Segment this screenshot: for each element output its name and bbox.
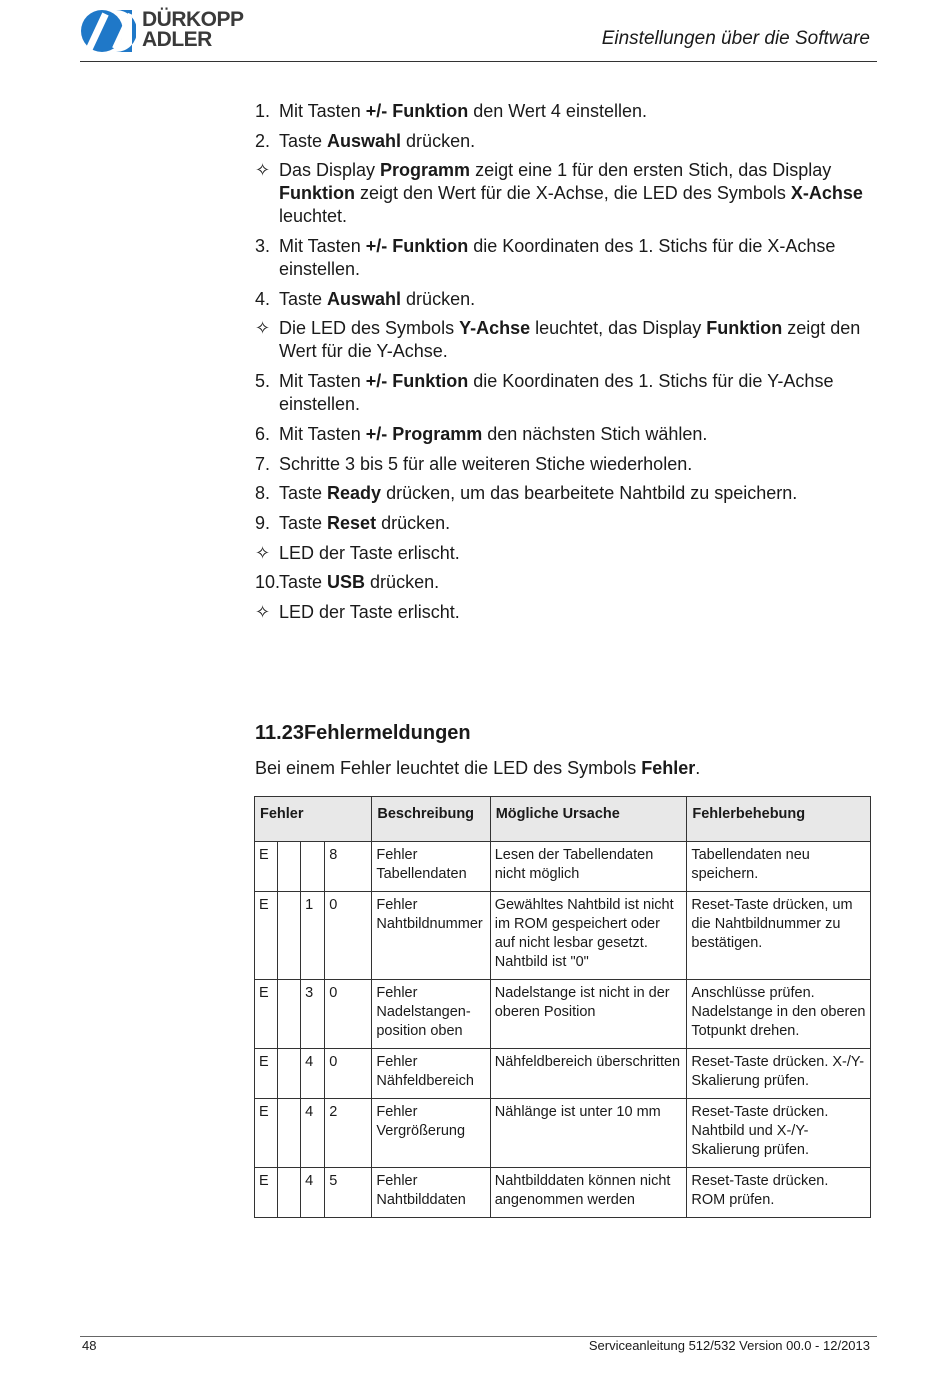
- step-text: Das Display: [279, 160, 381, 181]
- intro-text: Bei einem Fehler leuchtet die LED des Symbols: [255, 758, 642, 778]
- intro-suffix: .: [695, 758, 701, 778]
- section-intro: [255, 758, 700, 779]
- step-item: [255, 370, 875, 416]
- error-code-digit: 8: [325, 842, 372, 892]
- step-number: 4.: [255, 288, 271, 309]
- error-cause: Nähfeldbereich überschritten: [490, 1049, 687, 1099]
- intro-bold: Fehler: [641, 758, 696, 778]
- step-bold-text: Auswahl: [327, 288, 402, 309]
- header-divider: [80, 61, 877, 62]
- table-header-row: [255, 797, 871, 842]
- table-row: [255, 980, 871, 1049]
- error-code-digit: 4: [301, 1099, 325, 1168]
- header-fehler: Fehler: [255, 797, 372, 842]
- error-code-digit: 4: [301, 1049, 325, 1099]
- step-text: Mit Tasten: [279, 423, 366, 444]
- step-bold-text: Ready: [327, 483, 382, 504]
- step-text: LED der Taste erlischt.: [279, 542, 460, 563]
- table-row: [255, 1049, 871, 1099]
- header-beschreibung: Beschreibung: [372, 797, 490, 842]
- error-remedy: Reset-Taste drücken, um die Nahtbildnummer zu bestätigen.: [687, 892, 871, 980]
- step-number: 6.: [255, 423, 271, 444]
- error-code-digit: 0: [325, 1049, 372, 1099]
- step-bold-text: Programm: [380, 160, 471, 181]
- error-code-digit: 0: [325, 980, 372, 1049]
- step-text: zeigt eine 1 für den ersten Stich, das Display: [470, 160, 832, 181]
- error-code-digit: E: [255, 980, 278, 1049]
- error-code-digit: 2: [325, 1099, 372, 1168]
- table-row: [255, 1168, 871, 1218]
- error-description: Fehler Vergrößerung: [372, 1099, 490, 1168]
- step-item: [255, 235, 875, 281]
- step-number: 8.: [255, 483, 271, 504]
- error-cause: Nadelstange ist nicht in der oberen Position: [490, 980, 687, 1049]
- step-bold-text: USB: [327, 572, 366, 593]
- step-text: Schritte 3 bis 5 für alle weiteren Stiche wiederholen.: [279, 453, 693, 474]
- error-code-digit: [301, 842, 325, 892]
- logo-mark-icon: [80, 8, 136, 54]
- result-item: [255, 542, 875, 565]
- step-text: drücken, um das bearbeitete Nahtbild zu speichern.: [381, 483, 798, 504]
- duerkopp-adler-logo: [80, 8, 270, 56]
- error-code-digit: [278, 892, 301, 980]
- step-text: Mit Tasten: [279, 101, 366, 121]
- error-code-digit: [278, 1099, 301, 1168]
- step-number: 3.: [255, 236, 271, 257]
- step-bold-text: +/- Programm: [365, 423, 483, 444]
- step-bold-text: Auswahl: [327, 130, 402, 151]
- step-item: [255, 130, 875, 153]
- step-item: [255, 423, 875, 446]
- step-item: [255, 288, 875, 311]
- error-description: Fehler Nähfeldbereich: [372, 1049, 490, 1099]
- instruction-steps: [255, 100, 875, 631]
- error-code-digit: 0: [325, 892, 372, 980]
- error-remedy: Reset-Taste drücken. X-/Y-Skalierung prüfen.: [687, 1049, 871, 1099]
- step-bold-text: +/- Funktion: [365, 101, 469, 121]
- step-text: den Wert 4 einstellen.: [468, 101, 647, 121]
- step-number: 7.: [255, 453, 271, 474]
- step-text: Taste: [279, 572, 328, 593]
- error-code-digit: 4: [301, 1168, 325, 1218]
- error-code-digit: 1: [301, 892, 325, 980]
- error-code-digit: [278, 842, 301, 892]
- error-remedy: Anschlüsse prüfen. Nadelstange in den oberen Totpunkt drehen.: [687, 980, 871, 1049]
- table-row: [255, 892, 871, 980]
- header-behebung: Fehlerbehebung: [687, 797, 871, 842]
- page-header-title: Einstellungen über die Software: [601, 28, 870, 49]
- error-code-digit: 5: [325, 1168, 372, 1218]
- step-bold-text: X-Achse: [790, 183, 863, 204]
- result-item: [255, 317, 875, 363]
- table-row: [255, 842, 871, 892]
- error-description: Fehler Tabellendaten: [372, 842, 490, 892]
- error-code-digit: E: [255, 1049, 278, 1099]
- header-ursache: Mögliche Ursache: [490, 797, 687, 842]
- step-text: Taste: [279, 288, 328, 309]
- error-cause: Nählänge ist unter 10 mm: [490, 1099, 687, 1168]
- step-text: die Koordinaten des 1. Stichs für die Y-Achse einstellen.: [279, 371, 834, 415]
- step-number: 5.: [255, 371, 271, 392]
- result-item: [255, 159, 875, 228]
- step-bold-text: Funktion: [706, 318, 783, 339]
- step-text: drücken.: [401, 288, 476, 309]
- step-bold-text: Reset: [327, 512, 377, 533]
- step-text: drücken.: [401, 130, 476, 151]
- step-text: drücken.: [365, 572, 440, 593]
- footer-divider: [80, 1336, 877, 1337]
- step-text: Taste: [279, 512, 328, 533]
- step-number: 2.: [255, 130, 271, 151]
- step-item: [255, 453, 875, 476]
- error-code-digit: E: [255, 892, 278, 980]
- error-description: Fehler Nahtbildnummer: [372, 892, 490, 980]
- step-item: [255, 512, 875, 535]
- error-table: [254, 796, 871, 1218]
- step-text: zeigt den Wert für die Y-Achse.: [279, 318, 861, 362]
- step-text: drücken.: [376, 512, 451, 533]
- step-text: zeigt den Wert für die X-Achse, die LED des Symbols: [354, 183, 791, 204]
- error-code-digit: [278, 1168, 301, 1218]
- error-cause: Lesen der Tabellendaten nicht möglich: [490, 842, 687, 892]
- error-code-digit: [278, 1049, 301, 1099]
- document-info: Serviceanleitung 512/532 Version 00.0 - 12/2013: [588, 1338, 870, 1353]
- brand-name-line2: ADLER: [142, 28, 212, 51]
- page-number: 48: [82, 1338, 97, 1353]
- error-code-digit: E: [255, 1168, 278, 1218]
- step-bold-text: +/- Funktion: [365, 236, 469, 257]
- error-code-digit: E: [255, 1099, 278, 1168]
- step-text: den nächsten Stich wählen.: [482, 423, 708, 444]
- error-cause: Gewähltes Nahtbild ist nicht im ROM gespeichert oder auf nicht lesbar gesetzt. Nahtbild ist "0": [490, 892, 687, 980]
- step-item: [255, 100, 875, 123]
- brand-name-line1: DÜRKOPP: [142, 8, 244, 31]
- result-item: [255, 601, 875, 624]
- error-description: Fehler Nahtbilddaten: [372, 1168, 490, 1218]
- step-text: Die LED des Symbols: [279, 318, 460, 339]
- error-code-digit: [278, 980, 301, 1049]
- step-text: Mit Tasten: [279, 236, 366, 257]
- step-text: die Koordinaten des 1. Stichs für die X-Achse einstellen.: [279, 236, 836, 280]
- step-item: [255, 571, 875, 594]
- step-bold-text: Y-Achse: [459, 318, 531, 339]
- step-bold-text: +/- Funktion: [365, 371, 469, 392]
- step-number: 9.: [255, 512, 271, 533]
- result-arrow-icon: ✧: [255, 160, 271, 181]
- error-code-digit: E: [255, 842, 278, 892]
- step-text: leuchtet.: [279, 206, 348, 227]
- step-bold-text: Funktion: [279, 183, 355, 204]
- result-arrow-icon: ✧: [255, 318, 271, 339]
- error-remedy: Reset-Taste drücken. Nahtbild und X-/Y-Skalierung prüfen.: [687, 1099, 871, 1168]
- step-number: 1.: [255, 101, 271, 121]
- error-remedy: Tabellendaten neu speichern.: [687, 842, 871, 892]
- step-text: LED der Taste erlischt.: [279, 601, 460, 622]
- step-text: Mit Tasten: [279, 371, 366, 392]
- step-text: leuchtet, das Display: [530, 318, 707, 339]
- step-text: Taste: [279, 130, 328, 151]
- section-title: 11.23Fehlermeldungen: [255, 722, 471, 744]
- table-row: [255, 1099, 871, 1168]
- result-arrow-icon: ✧: [255, 601, 271, 622]
- error-remedy: Reset-Taste drücken. ROM prüfen.: [687, 1168, 871, 1218]
- step-text: Taste: [279, 483, 328, 504]
- error-code-digit: 3: [301, 980, 325, 1049]
- error-cause: Nahtbilddaten können nicht angenommen werden: [490, 1168, 687, 1218]
- error-description: Fehler Nadelstangen-position oben: [372, 980, 490, 1049]
- step-item: [255, 482, 875, 505]
- step-number: 10.: [255, 572, 281, 593]
- result-arrow-icon: ✧: [255, 542, 271, 563]
